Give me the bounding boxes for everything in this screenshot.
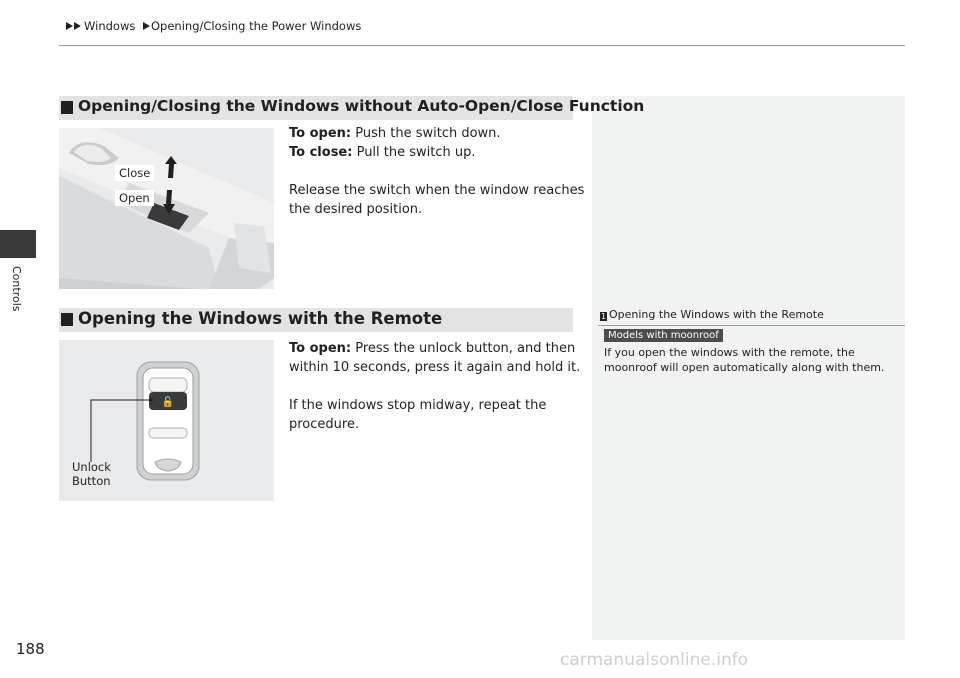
- breadcrumb-arrow-icon: [74, 22, 81, 30]
- section-heading-text: Opening the Windows with the Remote: [78, 309, 443, 328]
- power-window-switch-illustration: [59, 128, 274, 289]
- note-divider: [598, 325, 905, 326]
- note-title: 1 Opening the Windows with the Remote: [600, 308, 824, 321]
- close-label: Close: [115, 165, 154, 181]
- repeat-instruction: If the windows stop midway, repeat the procedure.: [289, 398, 547, 432]
- breadcrumb-item[interactable]: Opening/Closing the Power Windows: [151, 19, 362, 33]
- open-instruction: To open: Press the unlock button, and then within 10 seconds, press it again and hold it.: [289, 341, 581, 375]
- heading-square-icon: [61, 101, 73, 114]
- close-instruction: To close: Pull the switch up.: [289, 145, 476, 160]
- reference-icon: 1: [600, 312, 607, 321]
- unlock-button-label: Unlock Button: [72, 460, 111, 488]
- breadcrumb-arrow-icon: [66, 22, 73, 30]
- open-label: Open: [115, 190, 154, 206]
- section-heading: [59, 96, 645, 120]
- svg-text:🔓: 🔓: [161, 397, 175, 408]
- model-badge: Models with moonroof: [604, 329, 723, 342]
- chapter-tab[interactable]: [0, 230, 36, 258]
- window-switch-drawing: [59, 128, 274, 289]
- remote-key-illustration: [59, 340, 274, 501]
- section-heading: [59, 308, 573, 332]
- section2-instructions: [289, 339, 589, 434]
- heading-square-icon: [61, 313, 73, 326]
- watermark: carmanualsonline.info: [560, 650, 749, 670]
- open-instruction: To open: Push the switch down.: [289, 126, 501, 141]
- breadcrumb-arrow-icon: [143, 22, 150, 30]
- page-number: 188: [16, 640, 45, 658]
- header-divider: [59, 45, 905, 46]
- breadcrumb-item[interactable]: Windows: [84, 19, 136, 33]
- section-heading-text: Opening/Closing the Windows without Auto-Open/Close Function: [78, 97, 645, 115]
- breadcrumb: [66, 19, 365, 33]
- chapter-tab-label: Controls: [10, 266, 23, 312]
- release-instruction: Release the switch when the window reaches the desired position.: [289, 183, 585, 217]
- section1-instructions: [289, 124, 589, 219]
- note-text: If you open the windows with the remote, the moonroof will open automatically along with them.: [604, 346, 885, 374]
